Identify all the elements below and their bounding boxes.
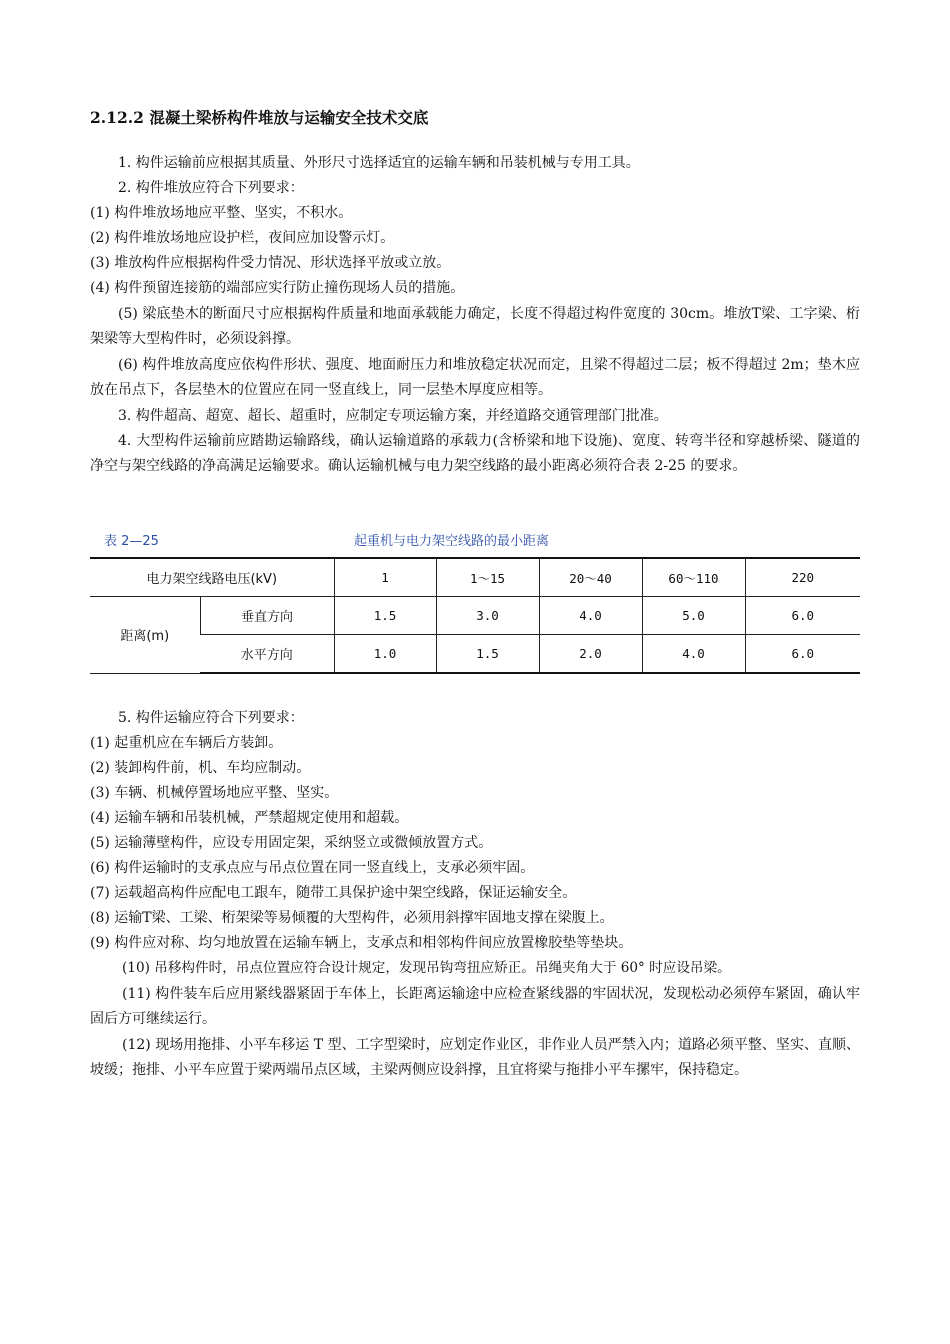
paragraph-2-2: (2) 构件堆放场地应设护栏，夜间应加设警示灯。 xyxy=(90,230,395,246)
paragraph-2-4: (4) 构件预留连接筋的端部应实行防止撞伤现场人员的措施。 xyxy=(90,280,465,296)
section-title: 2.12.2 混凝土梁桥构件堆放与运输安全技术交底 xyxy=(90,108,429,127)
paragraph-2: 2. 构件堆放应符合下列要求： xyxy=(118,180,304,196)
paragraph-5: 5. 构件运输应符合下列要求： xyxy=(118,710,304,726)
table-row xyxy=(90,635,860,674)
table-cell: 1.5 xyxy=(334,597,436,635)
row-label: 水平方向 xyxy=(200,635,334,674)
table-cell: 2.0 xyxy=(539,635,642,674)
header-voltage-label: 电力架空线路电压(kV) xyxy=(90,558,334,597)
row-label: 垂直方向 xyxy=(200,597,334,635)
table-row xyxy=(90,597,860,635)
table-label: 表 2—25 xyxy=(104,534,159,549)
table-cell: 3.0 xyxy=(436,597,539,635)
distance-table xyxy=(90,557,860,674)
paragraph-5-2: (2) 装卸构件前，机、车均应制动。 xyxy=(90,760,311,776)
voltage-cell: 1 xyxy=(334,558,436,597)
table-caption xyxy=(90,528,860,550)
paragraph-5-7: (7) 运载超高构件应配电工跟车，随带工具保护途中架空线路，保证运输安全。 xyxy=(90,885,577,901)
table-cell: 1.0 xyxy=(334,635,436,674)
paragraph-5-12: (12) 现场用拖排、小平车移运 T 型、工字型梁时，应划定作业区，非作业人员严禁入内；道路必须平整、坚实、直顺、坡缓；拖排、小平车应置于梁两端吊点区域，主梁两侧应设斜撑，且宜将梁与拖排小平车摞牢，保持稳定。 xyxy=(90,1037,860,1078)
voltage-cell: 220 xyxy=(745,558,860,597)
paragraph-1: 1. 构件运输前应根据其质量、外形尺寸选择适宜的运输车辆和吊装机械与专用工具。 xyxy=(118,155,640,171)
table-cell: 4.0 xyxy=(539,597,642,635)
paragraph-5-8: (8) 运输T梁、工梁、桁架梁等易倾覆的大型构件，必须用斜撑牢固地支撑在梁腹上。 xyxy=(90,910,614,926)
table-cell: 6.0 xyxy=(745,597,860,635)
voltage-cell: 20～40 xyxy=(539,558,642,597)
paragraph-2-6: (6) 构件堆放高度应依构件形状、强度、地面耐压力和堆放稳定状况而定，且梁不得超过二层；板不得超过 2m；垫木应放在吊点下，各层垫木的位置应在同一竖直线上，同一层垫木厚度应相等。 xyxy=(90,357,860,398)
paragraph-5-1: (1) 起重机应在车辆后方装卸。 xyxy=(90,735,283,751)
paragraph-4: 4. 大型构件运输前应踏勘运输路线，确认运输道路的承载力(含桥梁和地下设施)、宽度、转弯半径和穿越桥梁、隧道的净空与架空线路的净高满足运输要求。确认运输机械与电力架空线路的最小距离必须符合表 2-25 的要求。 xyxy=(90,433,860,474)
voltage-cell: 60～110 xyxy=(642,558,745,597)
table-title: 起重机与电力架空线路的最小距离 xyxy=(354,534,550,549)
table-cell: 5.0 xyxy=(642,597,745,635)
paragraph-2-5: (5) 梁底垫木的断面尺寸应根据构件质量和地面承载能力确定，长度不得超过构件宽度的 30cm。堆放T梁、工字梁、桁架梁等大型构件时，必须设斜撑。 xyxy=(90,306,860,347)
table-cell: 4.0 xyxy=(642,635,745,674)
paragraph-5-10: (10) 吊移构件时，吊点位置应符合设计规定，发现吊钩弯扭应矫正。吊绳夹角大于 60° 时应设吊梁。 xyxy=(122,960,731,976)
table-cell: 6.0 xyxy=(745,635,860,674)
paragraph-3: 3. 构件超高、超宽、超长、超重时，应制定专项运输方案，并经道路交通管理部门批准。 xyxy=(118,408,668,424)
paragraph-5-5: (5) 运输薄壁构件，应设专用固定架，采纳竖立或微倾放置方式。 xyxy=(90,835,493,851)
paragraph-2-3: (3) 堆放构件应根据构件受力情况、形状选择平放或立放。 xyxy=(90,255,451,271)
paragraph-5-3: (3) 车辆、机械停置场地应平整、坚实。 xyxy=(90,785,339,801)
table-header-row xyxy=(90,558,860,597)
paragraph-5-9: (9) 构件应对称、均匀地放置在运输车辆上，支承点和相邻构件间应放置橡胶垫等垫块。 xyxy=(90,935,633,951)
paragraph-5-4: (4) 运输车辆和吊装机械，严禁超规定使用和超载。 xyxy=(90,810,409,826)
paragraph-2-1: (1) 构件堆放场地应平整、坚实，不积水。 xyxy=(90,205,353,221)
paragraph-5-11: (11) 构件装车后应用紧线器紧固于车体上，长距离运输途中应检查紧线器的牢固状况，发现松动必须停车紧固，确认牢固后方可继续运行。 xyxy=(90,986,860,1027)
paragraph-5-6: (6) 构件运输时的支承点应与吊点位置在同一竖直线上，支承必须牢固。 xyxy=(90,860,535,876)
voltage-cell: 1～15 xyxy=(436,558,539,597)
table-cell: 1.5 xyxy=(436,635,539,674)
distance-group-label: 距离(m) xyxy=(90,597,200,674)
